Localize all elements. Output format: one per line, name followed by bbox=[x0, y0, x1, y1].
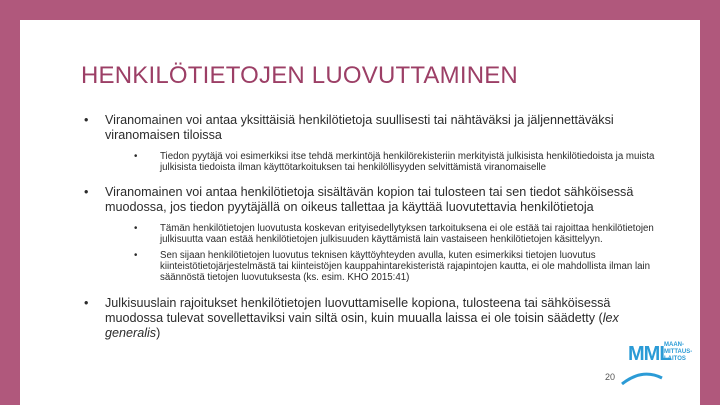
slide-title: HENKILÖTIETOJEN LUOVUTTAMINEN bbox=[81, 62, 518, 89]
bullet-marker: • bbox=[134, 249, 138, 261]
sub-bullet-text: Tiedon pyytäjä voi esimerkiksi itse tehdä merkintöjä henkilörekisteriin merkityistä julkisista henkilötiedoista ja muista julkisista tiedoista ilman käyttötarkoituksen tai henkilöllisyyden selvittämistä viranomaiselle bbox=[160, 151, 655, 174]
logo-subtitle: MAAN- MITTAUS- LAITOS bbox=[664, 342, 693, 362]
bullet-text-part: ) bbox=[156, 325, 161, 340]
bullet-marker: • bbox=[134, 151, 138, 162]
bullet-marker: • bbox=[84, 113, 89, 127]
bullet-marker: • bbox=[84, 184, 89, 199]
bullet-item-3 bbox=[84, 296, 665, 341]
slide-body bbox=[84, 113, 664, 341]
bullet-text: Viranomainen voi antaa henkilötietoja sisältävän kopion tai tulosteen tai sen tiedot sähköisessä muodossa, jos tiedon pyytäjällä on oikeus tallettaa ja käyttää luovutettavia henkilötietoja bbox=[105, 184, 634, 214]
bullet-text-part: Julkisuuslain rajoitukset henkilötietojen luovuttamiselle kopiona, tulosteena tai sähköisessä muodossa tulevat sovellettaviksi vain siltä osin, kuin muualla laissa ei ole toisin säädetty ( bbox=[105, 295, 611, 325]
page-number: 20 bbox=[605, 372, 616, 382]
sub-bullet-text: Tämän henkilötietojen luovutusta koskevan erityisedellytyksen tarkoituksena ei ole estää tai rajoittaa henkilötietojen julkisuutta vaan estää henkilötietojen julkisuuden käyttämistä lain vastaiseen henkilötietojen käsittelyyn. bbox=[160, 222, 654, 246]
bullet-marker: • bbox=[84, 295, 89, 310]
mml-logo bbox=[628, 340, 693, 390]
sub-bullet-item bbox=[84, 223, 664, 246]
bullet-item-1 bbox=[84, 113, 664, 143]
sub-bullet-item bbox=[84, 151, 664, 174]
sub-bullet-item bbox=[84, 250, 664, 284]
slide bbox=[20, 20, 700, 405]
logo-swoosh-icon bbox=[620, 370, 664, 386]
latin-term: lex generalis bbox=[105, 310, 619, 340]
bullet-text: Viranomainen voi antaa yksittäisiä henkilötietoja suullisesti tai nähtäväksi ja jäljennettäväksi viranomaisen tiloissa bbox=[105, 113, 614, 142]
bullet-item-2 bbox=[84, 185, 664, 215]
sub-bullet-text: Sen sijaan henkilötietojen luovutus teknisen käyttöyhteyden avulla, kuten esimerkiksi tietojen luovutus kiinteistötietojärjestelmästä tai kiinteistöjen kauppahintarekisteristä rajapintojen kautta, ei ole mahdollista ilman lain säännöstä tietojen luovutuksesta (ks. esim. KHO 2015:41) bbox=[160, 249, 651, 284]
logo-mark: MML bbox=[628, 343, 671, 365]
bullet-marker: • bbox=[134, 222, 138, 234]
